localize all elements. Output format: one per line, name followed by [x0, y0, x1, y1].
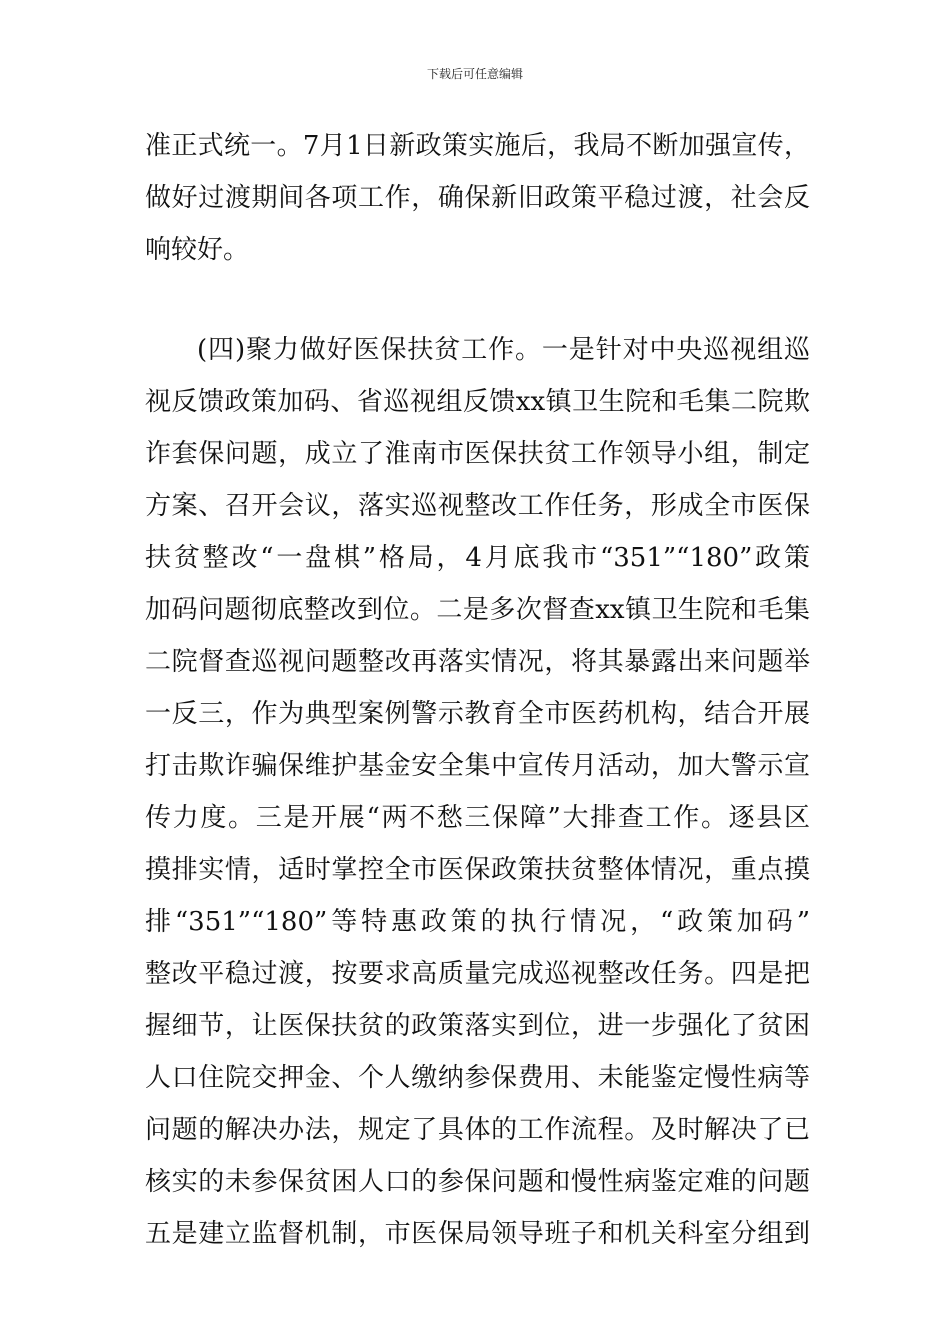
paragraph-line: 人口住院交押金、个人缴纳参保费用、未能鉴定慢性病等 — [145, 1063, 810, 1093]
paragraph-line: 核实的未参保贫困人口的参保问题和慢性病鉴定难的问题 — [145, 1167, 810, 1197]
paragraph-line: 响较好。 — [145, 235, 250, 265]
paragraph-line: 排“351”“180”等特惠政策的执行情况，“政策加码” — [145, 907, 810, 937]
paragraph-line: (四)聚力做好医保扶贫工作。一是针对中央巡视组巡 — [197, 335, 810, 365]
paragraph-line: 做好过渡期间各项工作，确保新旧政策平稳过渡，社会反 — [145, 183, 810, 213]
page-header: 下载后可任意编辑 — [426, 67, 523, 81]
paragraph-line: 传力度。三是开展“两不愁三保障”大排查工作。逐县区 — [145, 803, 810, 833]
paragraph-line: 整改平稳过渡，按要求高质量完成巡视整改任务。四是把 — [145, 959, 810, 989]
paragraph-line: 一反三，作为典型案例警示教育全市医药机构，结合开展 — [145, 699, 810, 729]
paragraph-line: 诈套保问题，成立了淮南市医保扶贫工作领导小组，制定 — [145, 439, 810, 469]
paragraph-line: 握细节，让医保扶贫的政策落实到位，进一步强化了贫困 — [145, 1011, 810, 1041]
paragraph-line: 问题的解决办法，规定了具体的工作流程。及时解决了已 — [145, 1115, 810, 1145]
paragraph-line: 视反馈政策加码、省巡视组反馈xx镇卫生院和毛集二院欺 — [145, 387, 810, 417]
paragraph-line: 打击欺诈骗保维护基金安全集中宣传月活动，加大警示宣 — [145, 751, 810, 781]
paragraph-line: 摸排实情，适时掌控全市医保政策扶贫整体情况，重点摸 — [145, 855, 810, 885]
paragraph-line: 扶贫整改“一盘棋”格局，4月底我市“351”“180”政策 — [145, 543, 810, 573]
paragraph-line: 二院督查巡视问题整改再落实情况，将其暴露出来问题举 — [145, 647, 810, 677]
paragraph-line: 方案、召开会议，落实巡视整改工作任务，形成全市医保 — [145, 491, 810, 521]
paragraph-line: 加码问题彻底整改到位。二是多次督查xx镇卫生院和毛集 — [145, 595, 810, 625]
paragraph-line: 准正式统一。7月1日新政策实施后，我局不断加强宣传， — [145, 131, 810, 161]
paragraph-line: 五是建立监督机制，市医保局领导班子和机关科室分组到 — [145, 1219, 810, 1249]
